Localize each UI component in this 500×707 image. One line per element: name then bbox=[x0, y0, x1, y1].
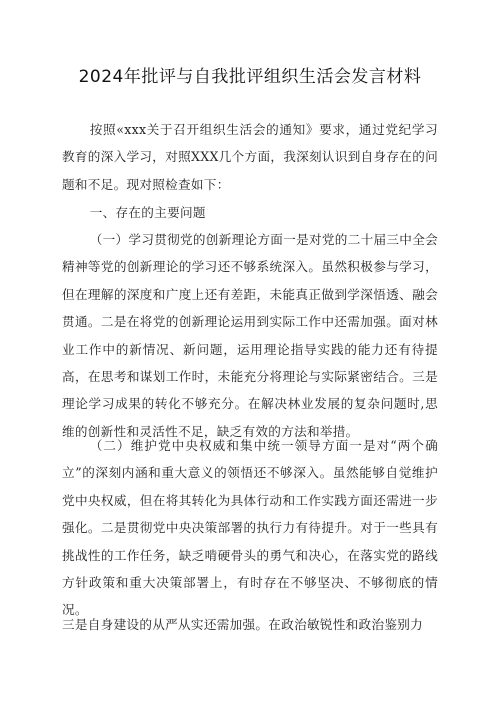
intro-paragraph: 按照«xxx关于召开组织生活会的通知》要求，通过党纪学习教育的深入学习，对照XXX几个方面，我深刻认识到自身存在的问题和不足。现对照检查如下： bbox=[62, 122, 438, 192]
point-3-paragraph: 三是自身建设的从严从实还需加强。在政治敏锐性和政治鉴别力 bbox=[62, 617, 424, 632]
document-title: 2024年批评与自我批评组织生活会发言材料 bbox=[78, 67, 422, 87]
point-1-paragraph: （一）学习贯彻党的创新理论方面一是对党的二十届三中全会精神等党的创新理论的学习还不够系统深入。虽然积极参与学习，但在理解的深度和广度上还有差距，未能真正做到学深悟透、融会贯通。二是在将党的创新理论运用到实际工作中还需加强。面对林业工作中的新情况、新问题，运用理论指导实践的能力还有待提高，在思考和谋划工作时，未能充分将理论与实际紧密结合。三是理论学习成果的转化不够充分。在解决林业发展的复杂问题时,思维的创新性和灵活性不足，缺乏有效的方法和举措。 bbox=[62, 232, 438, 439]
point-2-paragraph: （二）维护党中央权威和集中统一领导方面一是对“两个确立”的深刻内涵和重大意义的领悟还不够深入。虽然能够自觉维护党中央权威，但在将其转化为具体行动和工作实践方面还需进一步强化。二是贯彻党中央决策部署的执行力有待提升。对于一些具有挑战性的工作任务，缺乏啃硬骨头的勇气和决心，在落实党的路线方针政策和重大决策部署上，有时存在不够坚决、不够彻底的情况。 bbox=[62, 438, 438, 618]
section-heading: 一、存在的主要问题 bbox=[89, 205, 206, 220]
